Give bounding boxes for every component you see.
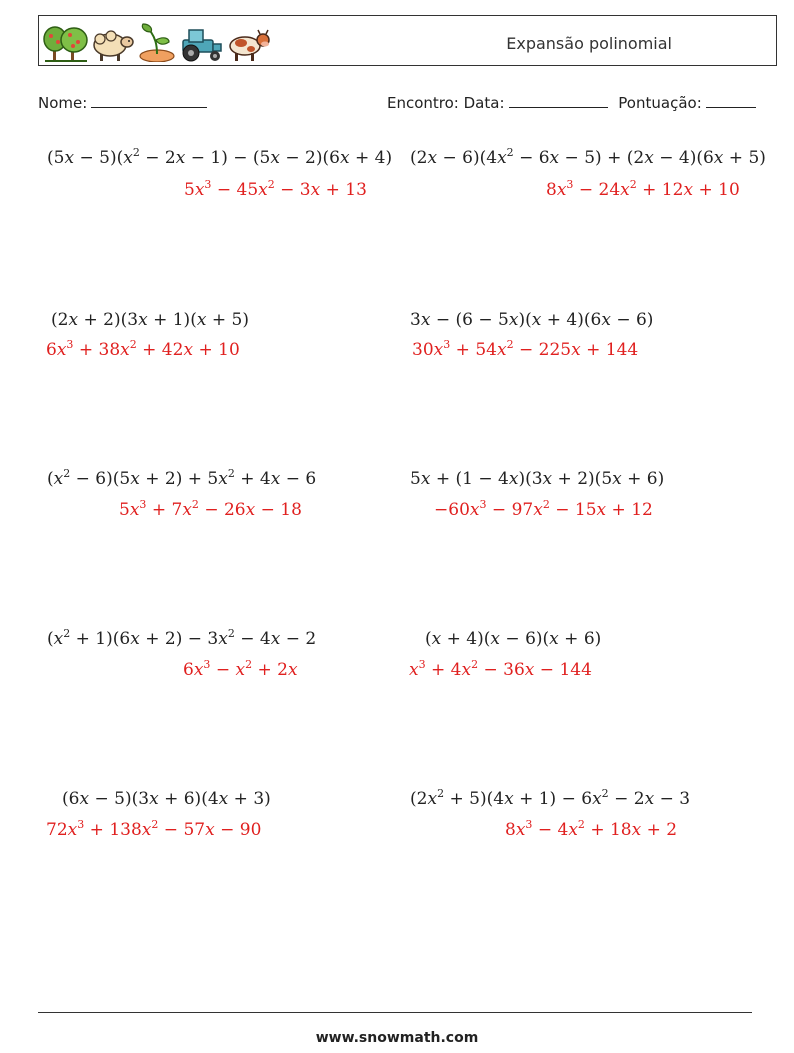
header-icons xyxy=(43,20,271,62)
problem-expression: $(x^2 - 6)(5x + 2) + 5x^2 + 4x - 6$ xyxy=(47,467,317,489)
problem-answer: $8x^3 - 4x^2 + 18x + 2$ xyxy=(505,818,678,840)
sheep-icon xyxy=(91,28,135,62)
problem-answer: $72x^3 + 138x^2 - 57x - 90$ xyxy=(46,818,262,840)
tree-icon xyxy=(43,22,89,62)
tractor-icon xyxy=(179,28,225,62)
problem-expression: (2x + 2)(3x + 1)(x + 5) xyxy=(51,310,249,330)
meeting-date-label: Encontro: Data: xyxy=(387,94,505,112)
worksheet-title: Expansão polinomial xyxy=(506,34,672,53)
cow-icon xyxy=(227,28,271,62)
problem-expression: $(2x - 6)(4x^2 - 6x - 5) + (2x - 4)(6x + 5)$ xyxy=(410,146,766,168)
problem-answer: $x^3 + 4x^2 - 36x - 144$ xyxy=(409,658,592,680)
worksheet-header xyxy=(38,15,777,66)
meeting-score-field xyxy=(387,93,756,112)
problem-expression: $(x^2 + 1)(6x + 2) - 3x^2 - 4x - 2$ xyxy=(47,627,317,649)
problem-expression: 5x + (1 − 4x)(3x + 2)(5x + 6) xyxy=(410,469,665,489)
date-blank[interactable] xyxy=(509,93,608,108)
footer-divider xyxy=(38,1012,752,1013)
score-label: Pontuação: xyxy=(618,94,702,112)
score-blank[interactable] xyxy=(706,93,756,108)
problem-answer: $5x^3 + 7x^2 - 26x - 18$ xyxy=(119,498,302,520)
problem-answer: $-60x^3 - 97x^2 - 15x + 12$ xyxy=(434,498,653,520)
name-field xyxy=(38,93,207,112)
problem-answer: $6x^3 + 38x^2 + 42x + 10$ xyxy=(46,338,240,360)
name-label: Nome: xyxy=(38,94,88,112)
problem-expression: $(2x^2 + 5)(4x + 1) - 6x^2 - 2x - 3$ xyxy=(410,787,691,809)
footer-url: www.snowmath.com xyxy=(315,1030,479,1046)
sprout-icon xyxy=(137,22,177,62)
name-blank[interactable] xyxy=(91,93,207,108)
problem-expression: (x + 4)(x − 6)(x + 6) xyxy=(425,629,602,649)
problem-answer: $8x^3 - 24x^2 + 12x + 10$ xyxy=(546,178,740,200)
problem-expression: 3x − (6 − 5x)(x + 4)(6x − 6) xyxy=(410,310,654,330)
problem-expression: (6x − 5)(3x + 6)(4x + 3) xyxy=(62,789,271,809)
problem-expression: $(5x - 5)(x^2 - 2x - 1) - (5x - 2)(6x + 4)$ xyxy=(47,146,393,168)
problem-answer: $30x^3 + 54x^2 - 225x + 144$ xyxy=(412,338,639,360)
problem-answer: $5x^3 - 45x^2 - 3x + 13$ xyxy=(184,178,367,200)
problem-answer: $6x^3 - x^2 + 2x$ xyxy=(183,658,298,680)
